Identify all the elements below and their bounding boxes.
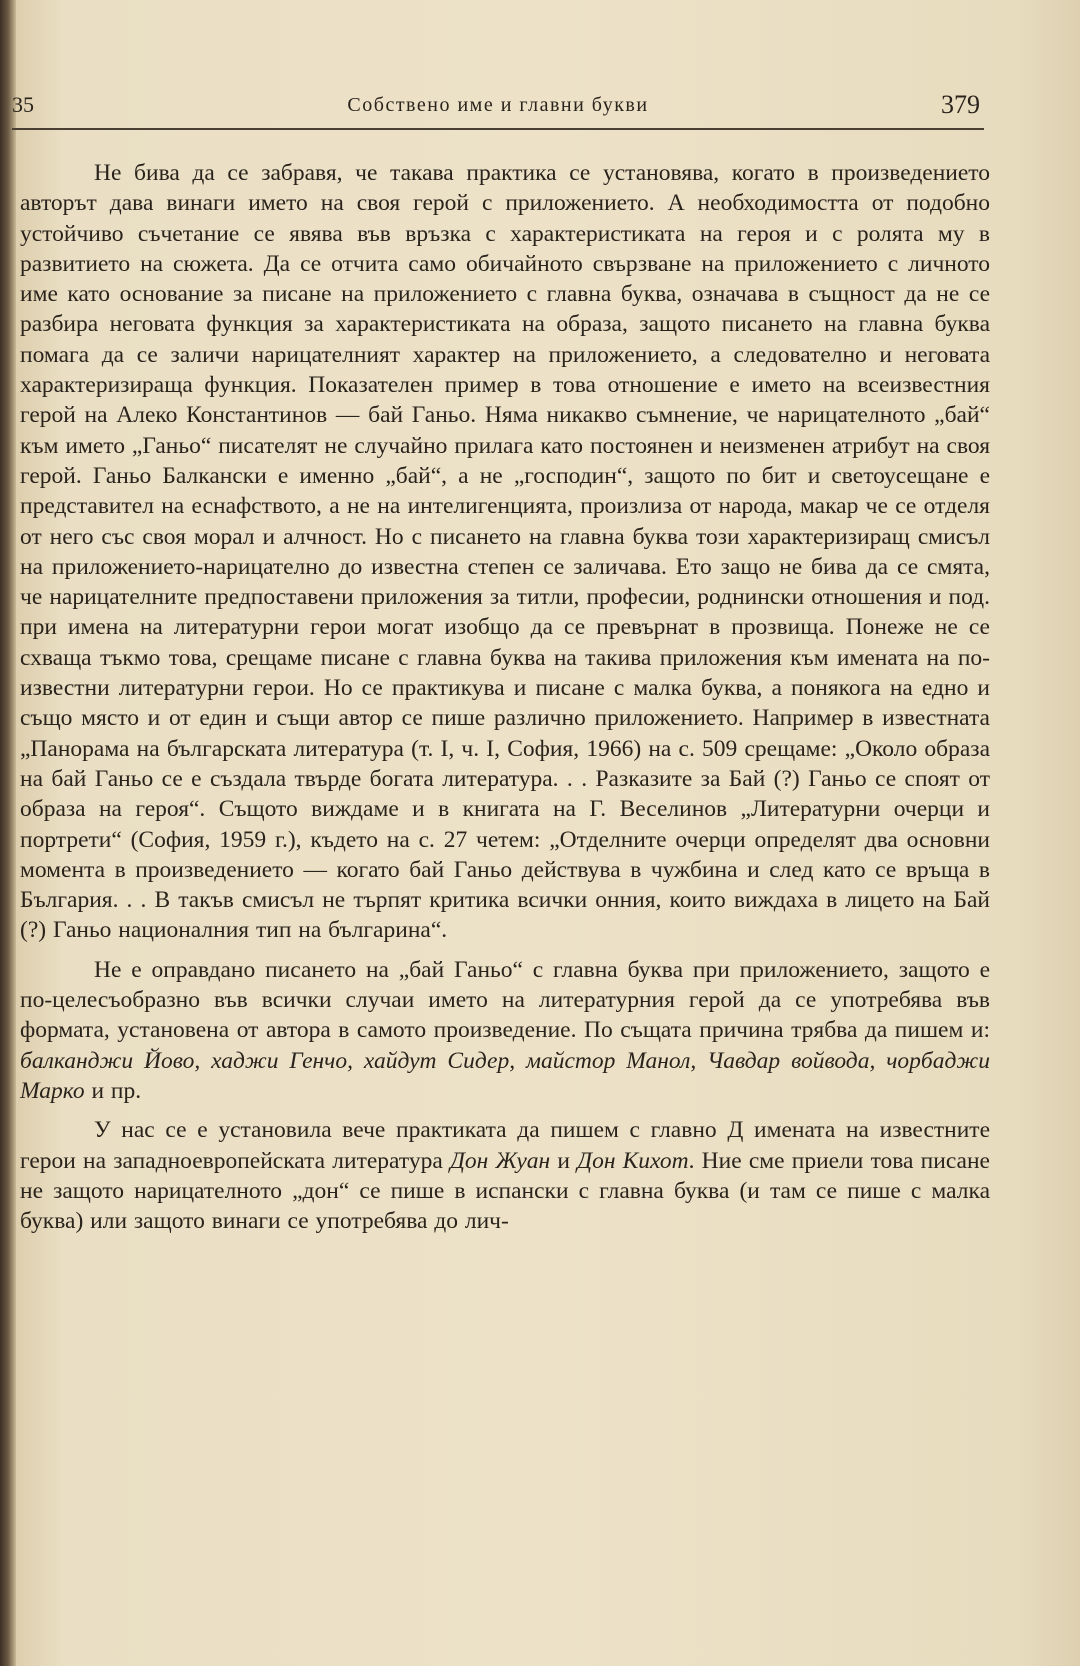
paragraph-3-italic-don-juan: Дон Жуан — [449, 1147, 551, 1174]
paragraph-2-italic-names: балканджи Йово, хаджи Генчо, хайдут Сидер, майстор Манол, Чавдар войвода, чорбаджи Марко — [20, 1047, 990, 1104]
paragraph-1-text: Не бива да се забравя, че такава практика се установява, когато в произведението авторът дава винаги името на своя герой с приложението. А необходимостта от подобно устойчиво съчетание се явява във връзка с характеристиката на героя и с ролята му в развитието на сюжета. Да се отчита само обичайното свързване на приложението с личното име като основание за писане на приложението с главна буква, означава в същност да не се разбира неговата функция за характеристиката на образа, защото писането на главна буква помага да се заличи нарицателният характер на приложението, а следователно и неговата характеризираща функция. Показателен пример в това отношение е името на всеизвестния герой на Алеко Константинов — бай Ганьо. Няма никакво съмнение, че нарицателното „бай“ към името „Ганьо“ писателят не случайно прилага като постоянен и неизменен атрибут на своя герой. Ганьо Балкански е именно „бай“, а не „господин“, защото по бит и светоусещане е представител на еснафството, а не на интелигенцията, произлиза от народа, макар че се отделя от него със своя морал и алчност. Но с писането на главна буква този характеризиращ смисъл на приложението-нарицателно до известна степен се заличава. Ето защо не бива да се смята, че нарицателните предпоставени приложения за титли, професии, роднински отношения и под. при имена на литературни герои могат изобщо да се превърнат в прозвища. Понеже не се схваща тъкмо това, срещаме писане с главна буква на такива приложения към имената на по-известни литературни герои. Но се практикува и писане с малка буква, а понякога на едно и също място и от един и същи автор се пише различно приложението. Например в известната „Панорама на българската литература (т. I, ч. I, София, 1966) на с. 509 срещаме: „Около образа на бай Ганьо се е създала твърде богата литература. . . Разказите за Бай (?) Ганьо се споят от образа на героя“. Същото виждаме и в книгата на Г. Веселинов „Литературни очерци и портрети“ (София, 1959 г.), където на с. 27 четем: „Отделните очерци определят два основни момента в произведението — когато бай Ганьо действува в чужбина и след като се връща в България. . . В такъв смисъл не търпят критика всички онния, които виждаха в лицето на Бай (?) Ганьо националния тип на българина“. — [20, 160, 990, 944]
page-header — [12, 92, 984, 126]
body-text — [20, 158, 990, 1236]
running-title: Собствено име и главни букви — [347, 94, 649, 116]
paragraph-1 — [20, 158, 990, 946]
page-ref: 35 — [12, 92, 34, 117]
book-spine-edge — [0, 0, 16, 1666]
paragraph-2 — [20, 955, 990, 1106]
paragraph-3 — [20, 1115, 990, 1236]
paragraph-2-tail: и пр. — [84, 1077, 142, 1104]
paragraph-3-text: У нас се е установила вече практиката да пишем с главно Д имената на известните герои на западноевропейската литература — [20, 1117, 990, 1174]
header-rule — [12, 128, 984, 130]
paragraph-2-text: Не е оправдано писането на „бай Ганьо“ с главна буква при приложението, защото е по-целесъобразно във всички случаи името на литературния герой да се употребява във формата, установена от автора в самото произведение. По същата причина трябва да пишем и: — [20, 956, 990, 1044]
paragraph-3-mid: и — [550, 1147, 578, 1174]
paragraph-3-tail: . Ние сме приели това писане не защото нарицателното „дон“ се пише в испански с главна буква (и там се пише с малка буква) или защото винаги се употребява до лич- — [20, 1147, 990, 1235]
page-number: 379 — [941, 90, 980, 119]
paragraph-3-italic-don-quixote: Дон Кихот — [577, 1147, 689, 1174]
